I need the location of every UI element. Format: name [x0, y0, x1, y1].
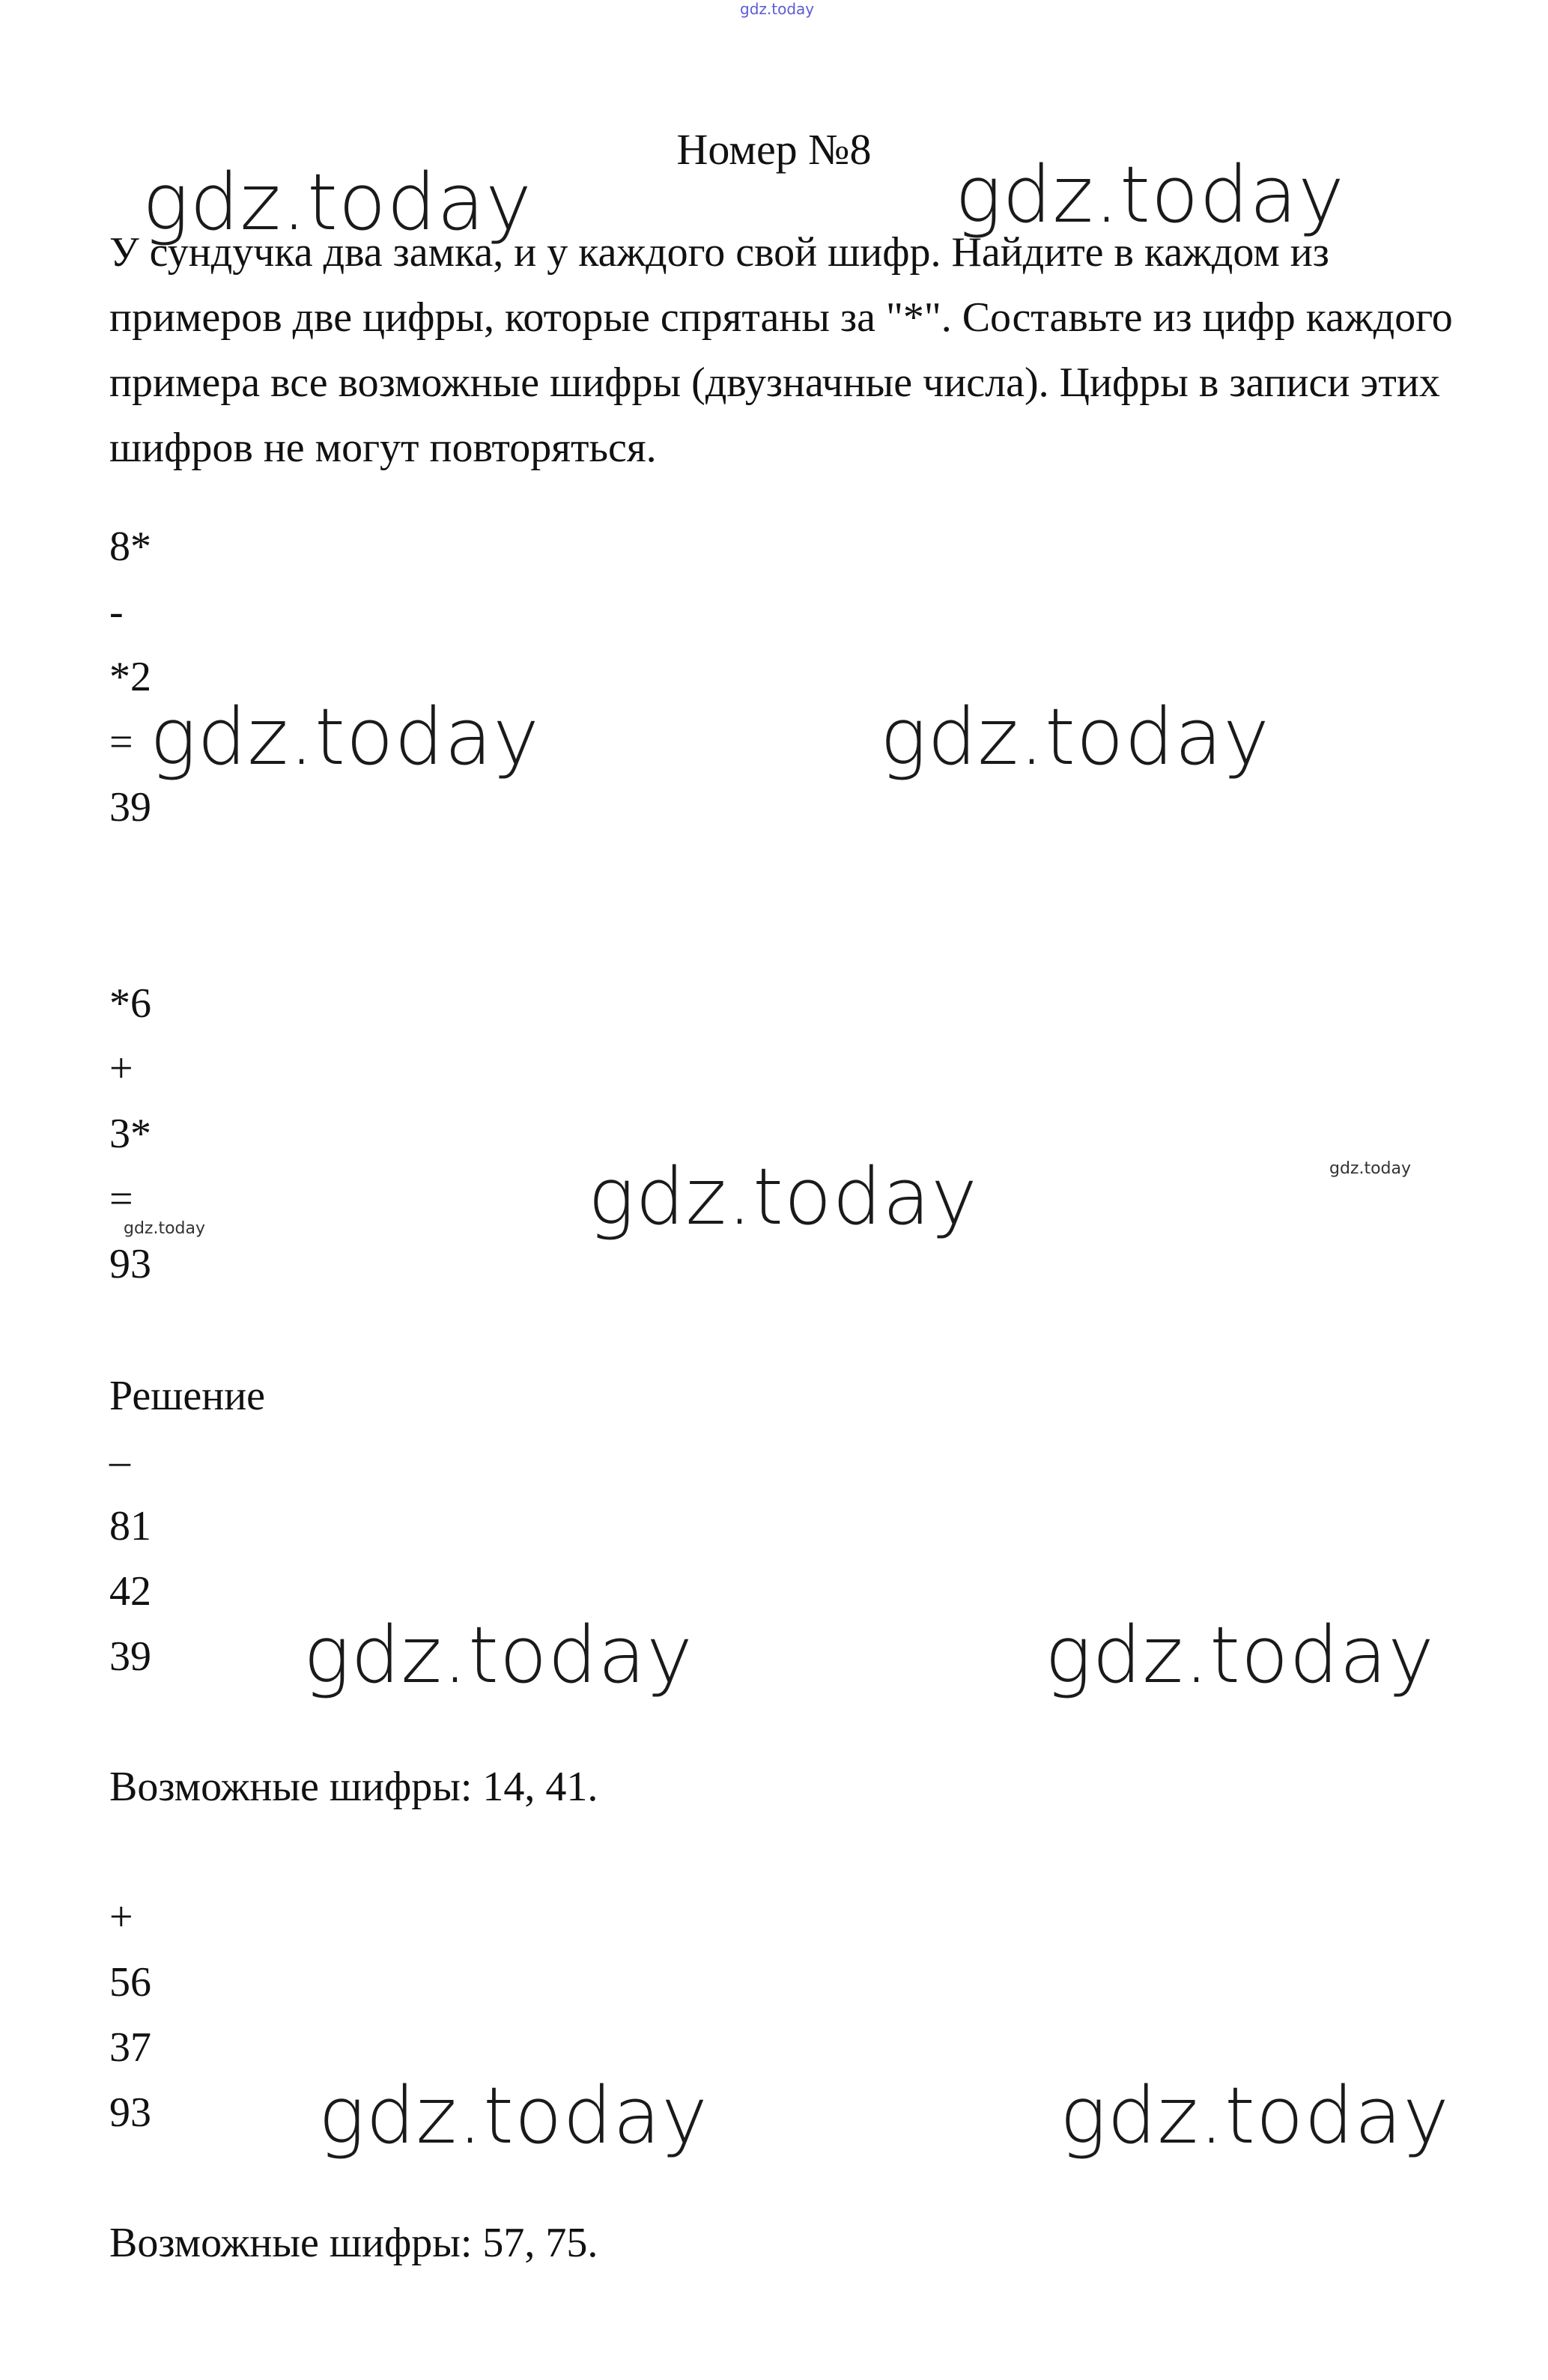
watermark-large: gdz.today [142, 157, 532, 248]
solution1-answer: Возможные шифры: 14, 41. [109, 1764, 598, 1810]
watermark-large: gdz.today [150, 691, 540, 783]
solution2-answer: Возможные шифры: 57, 75. [109, 2220, 598, 2266]
example1-equals: = [109, 719, 133, 765]
watermark-small: gdz.today [124, 1219, 206, 1238]
solution1-result: 39 [109, 1633, 151, 1680]
example1-operand-b: *2 [109, 654, 151, 700]
watermark-large: gdz.today [303, 1609, 693, 1701]
example2-operand-b: 3* [109, 1111, 151, 1157]
example1-result: 39 [109, 784, 151, 831]
watermark-top: gdz.today [740, 0, 815, 18]
watermark-large: gdz.today [880, 691, 1270, 783]
solution1-operand-a: 81 [109, 1503, 151, 1549]
watermark-large: gdz.today [1045, 1609, 1435, 1701]
solution2-operand-a: 56 [109, 1959, 151, 2006]
watermark-large: gdz.today [955, 149, 1345, 240]
example2-operator: + [109, 1045, 133, 1092]
watermark-large: gdz.today [588, 1151, 978, 1242]
solution1-operator: – [109, 1438, 130, 1484]
watermark-small: gdz.today [1329, 1159, 1412, 1178]
solution2-operand-b: 37 [109, 2024, 151, 2071]
page-title: Номер №8 [676, 125, 872, 174]
watermark-large: gdz.today [1060, 2070, 1450, 2161]
example2-result: 93 [109, 1241, 151, 1287]
solution2-result: 93 [109, 2089, 151, 2136]
example1-operator: - [109, 589, 124, 635]
solution1-operand-b: 42 [109, 1568, 151, 1615]
watermark-large: gdz.today [318, 2070, 708, 2161]
example2-equals: = [109, 1176, 133, 1222]
example2-operand-a: *6 [109, 980, 151, 1027]
solution2-operator: + [109, 1894, 133, 1940]
task-text: У сундучка два замка, и у каждого свой шифр. Найдите в каждом из примеров две цифры, которые спрятаны за "*". Составьте из цифр каждого примера все возможные шифры (двузначные числа). Цифры в записи этих шифров не могут повторяться. [109, 229, 1453, 471]
example1-operand-a: 8* [109, 523, 151, 570]
solution-heading: Решение [109, 1373, 266, 1419]
